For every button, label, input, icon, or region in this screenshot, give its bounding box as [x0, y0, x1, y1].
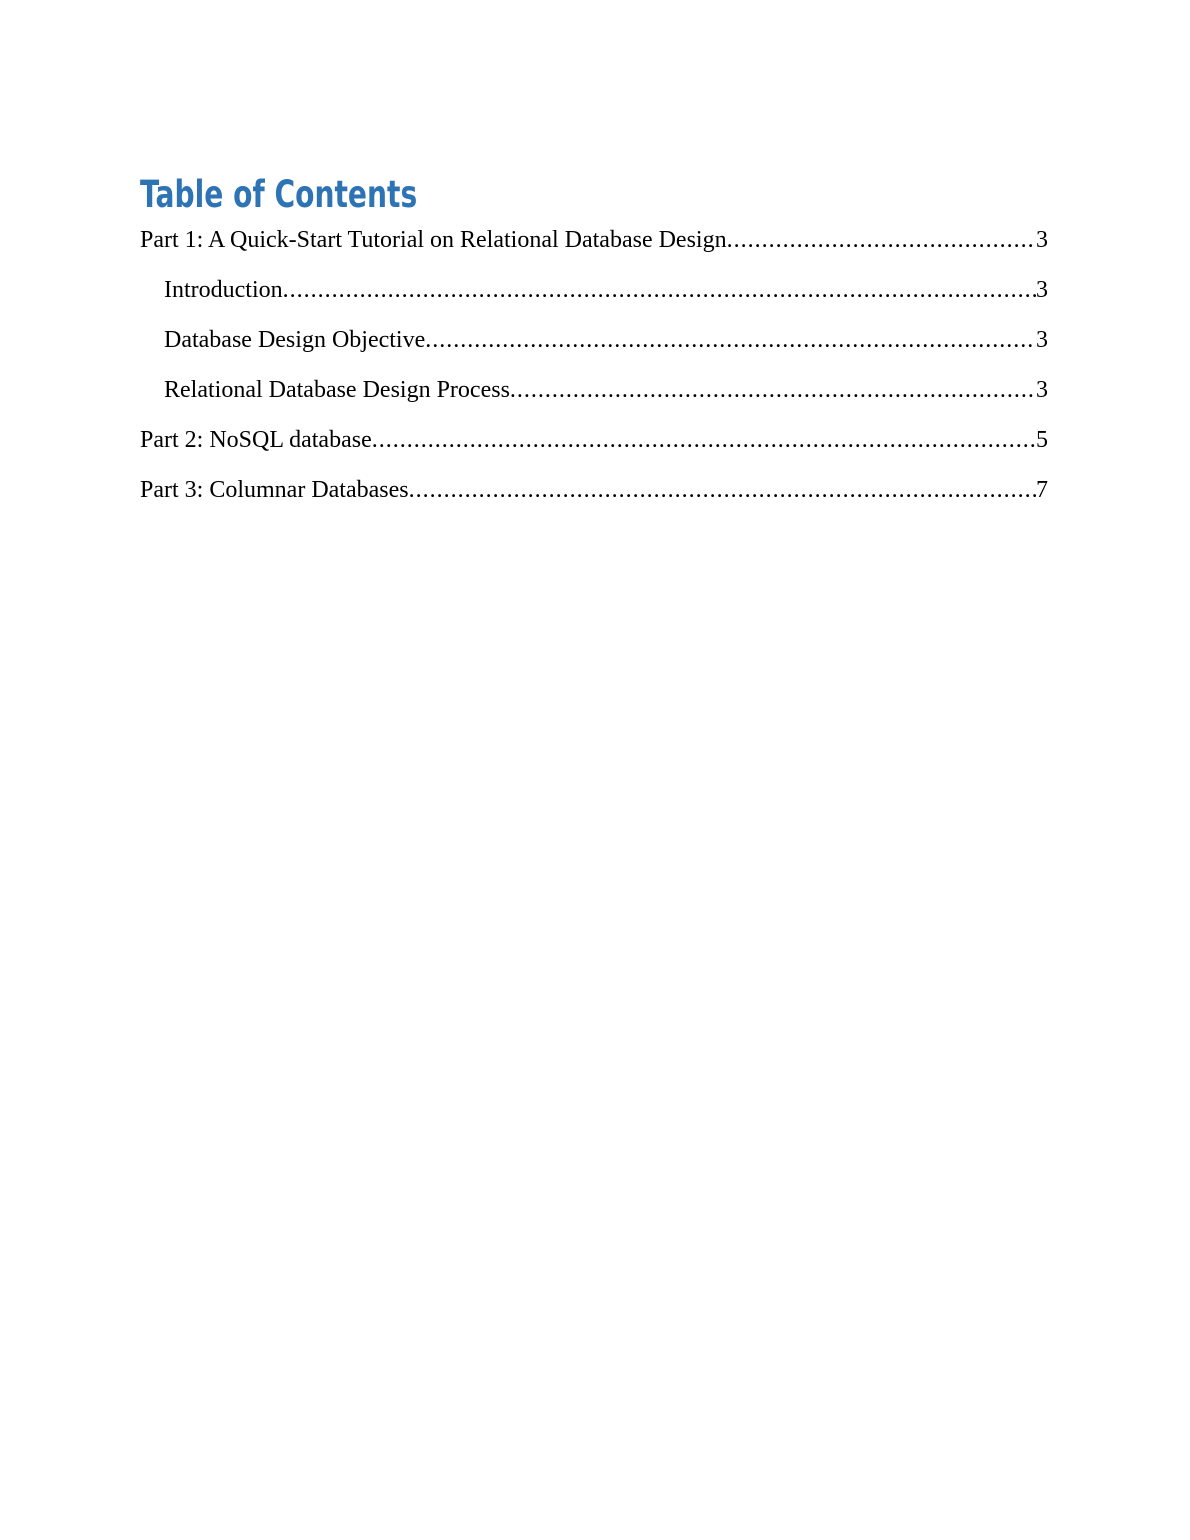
toc-page-number: 3	[1036, 377, 1048, 403]
toc-entry	[140, 465, 1048, 515]
toc-entry-label: Database Design Objective	[164, 327, 426, 353]
toc-list	[140, 215, 1048, 515]
toc-entry-label: Part 1: A Quick-Start Tutorial on Relational Database Design	[140, 227, 727, 253]
toc-entry-label: Relational Database Design Process	[164, 377, 510, 403]
toc-dot-leader	[510, 365, 1036, 415]
toc-dot-leader	[409, 465, 1036, 515]
toc-entry	[140, 365, 1048, 415]
toc-page-number: 7	[1036, 477, 1048, 503]
toc-page-number: 5	[1036, 427, 1048, 453]
toc-dot-leader	[372, 415, 1036, 465]
toc-entry-label: Part 2: NoSQL database	[140, 427, 372, 453]
toc-entry-label: Introduction	[164, 277, 283, 303]
toc-entry	[140, 415, 1048, 465]
toc-entry	[140, 315, 1048, 365]
toc-dot-leader	[425, 315, 1036, 365]
toc-page-number: 3	[1036, 277, 1048, 303]
toc-entry	[140, 215, 1048, 265]
toc-page-number: 3	[1036, 327, 1048, 353]
toc-entry-label: Part 3: Columnar Databases	[140, 477, 409, 503]
toc-heading: Table of Contents	[140, 173, 418, 216]
toc-entry	[140, 265, 1048, 315]
toc-dot-leader	[283, 265, 1036, 315]
toc-page-number: 3	[1036, 227, 1048, 253]
toc-dot-leader	[727, 215, 1036, 265]
